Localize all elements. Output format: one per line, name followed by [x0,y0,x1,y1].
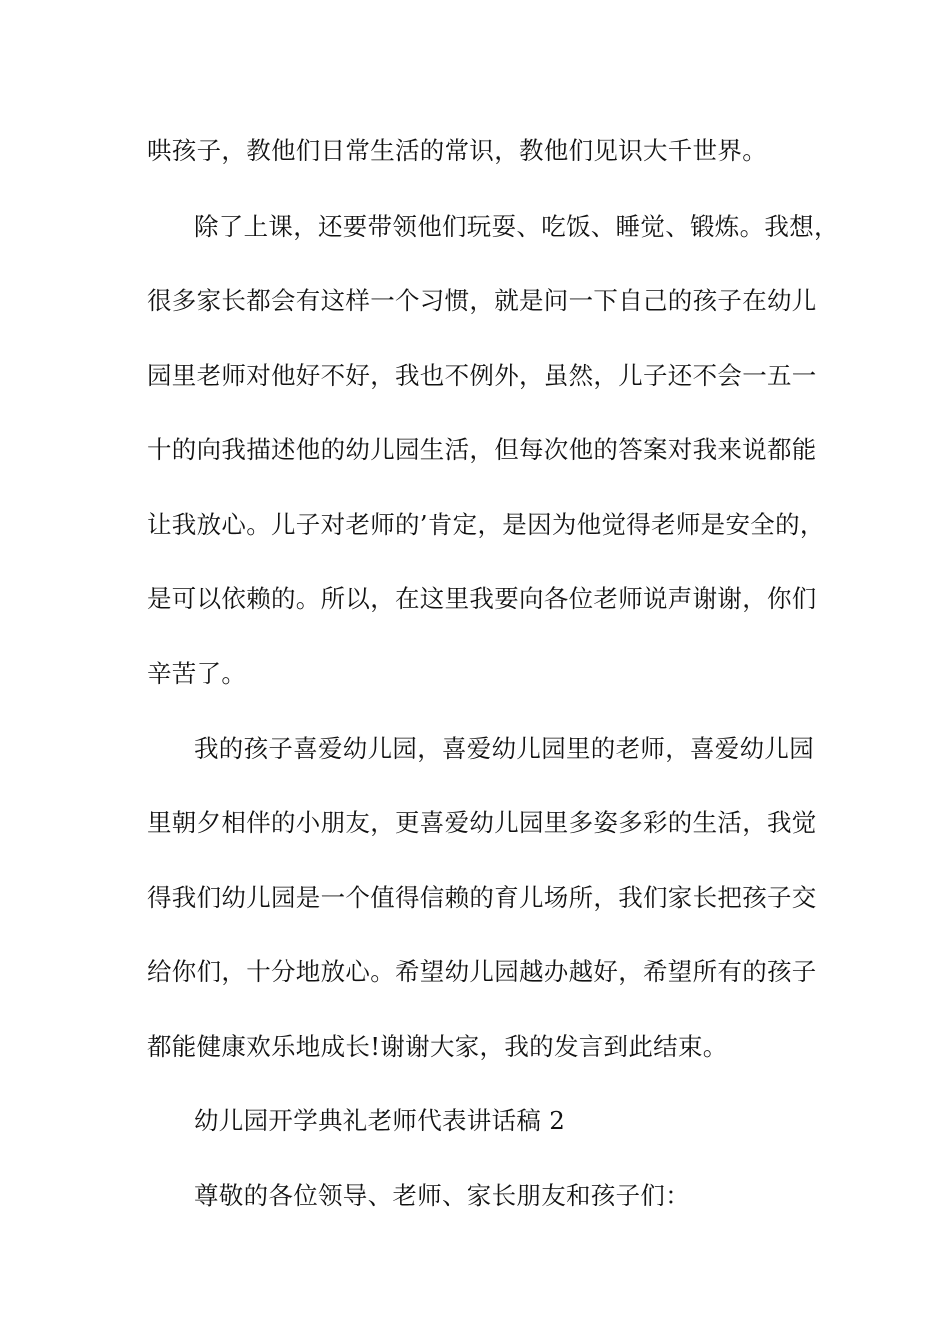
salutation-line: 尊敬的各位领导、老师、家长朋友和孩子们： [194,1181,690,1210]
paragraph-line: 得我们幼儿园是一个值得信赖的育儿场所，我们家长把孩子交 [147,883,817,912]
paragraph-line: 园里老师对他好不好，我也不例外，虽然，儿子还不会一五一 [147,361,817,390]
paragraph-line: 是可以依赖的。所以，在这里我要向各位老师说声谢谢，你们 [147,584,817,613]
paragraph-line: 哄孩子，教他们日常生活的常识，教他们见识大千世界。 [147,136,767,165]
paragraph-line: 给你们，十分地放心。希望幼儿园越办越好，希望所有的孩子 [147,957,817,986]
paragraph-line: 都能健康欢乐地成长!谢谢大家，我的发言到此结束。 [147,1032,728,1061]
section-heading: 幼儿园开学典礼老师代表讲话稿 2 [194,1106,566,1135]
paragraph-line: 很多家长都会有这样一个习惯，就是问一下自己的孩子在幼儿 [147,286,817,315]
paragraph-line: 辛苦了。 [147,659,247,688]
paragraph-line: 让我放心。儿子对老师的’肯定，是因为他觉得老师是安全的， [147,510,825,539]
paragraph-line: 除了上课，还要带领他们玩耍、吃饭、睡觉、锻炼。我想， [194,212,839,241]
paragraph-line: 我的孩子喜爱幼儿园，喜爱幼儿园里的老师，喜爱幼儿园 [194,734,814,763]
paragraph-line: 十的向我描述他的幼儿园生活，但每次他的答案对我来说都能 [147,435,817,464]
paragraph-line: 里朝夕相伴的小朋友，更喜爱幼儿园里多姿多彩的生活，我觉 [147,808,817,837]
